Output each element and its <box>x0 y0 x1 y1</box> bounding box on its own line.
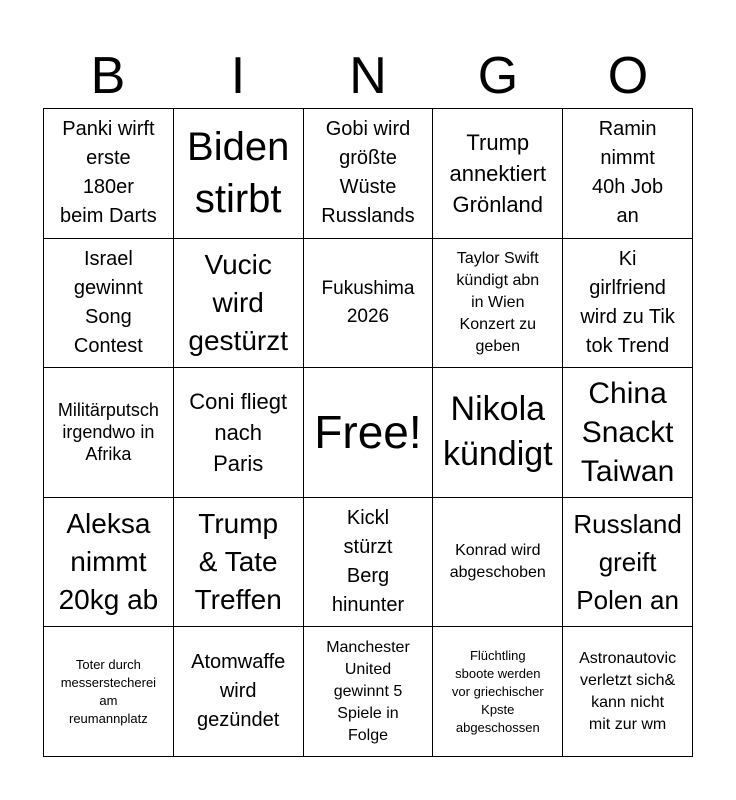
bingo-cell-r2-c4[interactable]: Taylor Swift kündigt abn in Wien Konzert zu geben <box>433 239 563 369</box>
bingo-cell-r5-c1[interactable]: Toter durch messerstecherei am reumannplatz <box>44 627 174 757</box>
bingo-cell-r1-c5[interactable]: Ramin nimmt 40h Job an <box>563 109 693 239</box>
free-space-cell[interactable]: Free! <box>304 368 434 498</box>
bingo-cell-r5-c2[interactable]: Atomwaffe wird gezündet <box>174 627 304 757</box>
bingo-cell-r4-c1[interactable]: Aleksa nimmt 20kg ab <box>44 498 174 628</box>
bingo-cell-r4-c5[interactable]: Russland greift Polen an <box>563 498 693 628</box>
bingo-cell-r2-c3[interactable]: Fukushima 2026 <box>304 239 434 369</box>
bingo-cell-r1-c3[interactable]: Gobi wird größte Wüste Russlands <box>304 109 434 239</box>
bingo-cell-r4-c3[interactable]: Kickl stürzt Berg hinunter <box>304 498 434 628</box>
bingo-cell-r2-c1[interactable]: Israel gewinnt Song Contest <box>44 239 174 369</box>
header-letter-g: G <box>477 47 519 105</box>
bingo-cell-r2-c2[interactable]: Vucic wird gestürzt <box>174 239 304 369</box>
bingo-cell-r5-c4[interactable]: Flüchtling sboote werden vor griechischer Kpste abgeschossen <box>433 627 563 757</box>
bingo-board <box>43 108 693 757</box>
bingo-cell-r5-c5[interactable]: Astronautovic verletzt sich& kann nicht mit zur wm <box>563 627 693 757</box>
bingo-cell-r3-c5[interactable]: China Snackt Taiwan <box>563 368 693 498</box>
bingo-cell-r4-c2[interactable]: Trump & Tate Treffen <box>174 498 304 628</box>
bingo-cell-r2-c5[interactable]: Ki girlfriend wird zu Tik tok Trend <box>563 239 693 369</box>
header-letter-n: N <box>349 47 387 105</box>
bingo-cell-r3-c1[interactable]: Militärputsch irgendwo in Afrika <box>44 368 174 498</box>
header-letter-o: O <box>607 47 649 105</box>
bingo-cell-r5-c3[interactable]: Manchester United gewinnt 5 Spiele in Folge <box>304 627 434 757</box>
bingo-cell-r1-c4[interactable]: Trump annektiert Grönland <box>433 109 563 239</box>
bingo-cell-r3-c4[interactable]: Nikola kündigt <box>433 368 563 498</box>
bingo-cell-r4-c4[interactable]: Konrad wird abgeschoben <box>433 498 563 628</box>
bingo-cell-r3-c2[interactable]: Coni fliegt nach Paris <box>174 368 304 498</box>
bingo-cell-r1-c1[interactable]: Panki wirft erste 180er beim Darts <box>44 109 174 239</box>
header-letter-i: I <box>230 47 246 105</box>
bingo-header <box>43 44 693 108</box>
header-letter-b: B <box>90 47 126 105</box>
bingo-cell-r1-c2[interactable]: Biden stirbt <box>174 109 304 239</box>
